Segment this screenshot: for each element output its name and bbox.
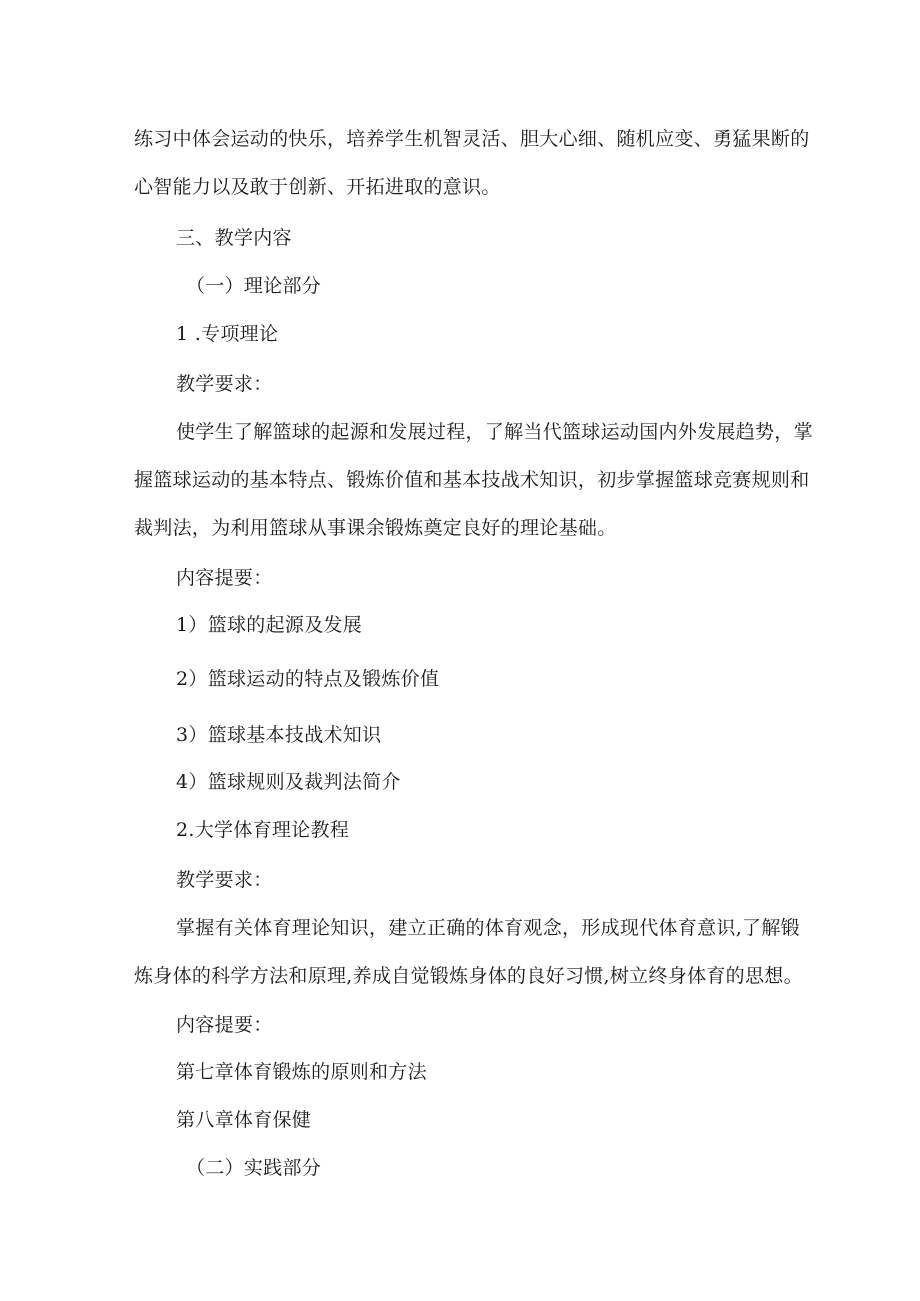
paragraph-line: 掌握有关体育理论知识，建立正确的体育观念，形成现代体育意识,了解锻 xyxy=(176,917,800,939)
label-text: 内容提要： xyxy=(176,1014,273,1036)
paragraph-line: 炼身体的科学方法和原理,养成自觉锻炼身体的良好习惯,树立终身体育的思想。 xyxy=(134,965,803,987)
list-item: 3）篮球基本技战术知识 xyxy=(176,724,382,746)
subsection-heading: （一）理论部分 xyxy=(186,275,322,297)
item-heading: 1 .专项理论 xyxy=(176,323,279,345)
label-text: 教学要求： xyxy=(176,869,273,891)
label-text: 教学要求： xyxy=(176,373,273,395)
list-item: 1）篮球的起源及发展 xyxy=(176,614,363,636)
paragraph-line: 握篮球运动的基本特点、锻炼价值和基本技战术知识，初步掌握篮球竞赛规则和 xyxy=(134,469,810,491)
list-item: 第七章体育锻炼的原则和方法 xyxy=(176,1061,427,1083)
label-text: 内容提要： xyxy=(176,567,273,589)
item-heading: 2.大学体育理论教程 xyxy=(176,819,350,841)
paragraph-line: 心智能力以及敢于创新、开拓进取的意识。 xyxy=(134,176,501,198)
subsection-heading: （二）实践部分 xyxy=(186,1157,322,1179)
list-item: 2）篮球运动的特点及锻炼价值 xyxy=(176,668,440,690)
list-item: 4）篮球规则及裁判法简介 xyxy=(176,771,401,793)
paragraph-line: 使学生了解篮球的起源和发展过程，了解当代篮球运动国内外发展趋势，掌 xyxy=(176,421,813,443)
list-item: 第八章体育保健 xyxy=(176,1109,312,1131)
paragraph-line: 裁判法，为利用篮球从事课余锻炼奠定良好的理论基础。 xyxy=(134,517,617,539)
section-heading: 三、教学内容 xyxy=(176,227,292,249)
paragraph-line: 练习中体会运动的快乐，培养学生机智灵活、胆大心细、随机应变、勇猛果断的 xyxy=(134,128,810,150)
